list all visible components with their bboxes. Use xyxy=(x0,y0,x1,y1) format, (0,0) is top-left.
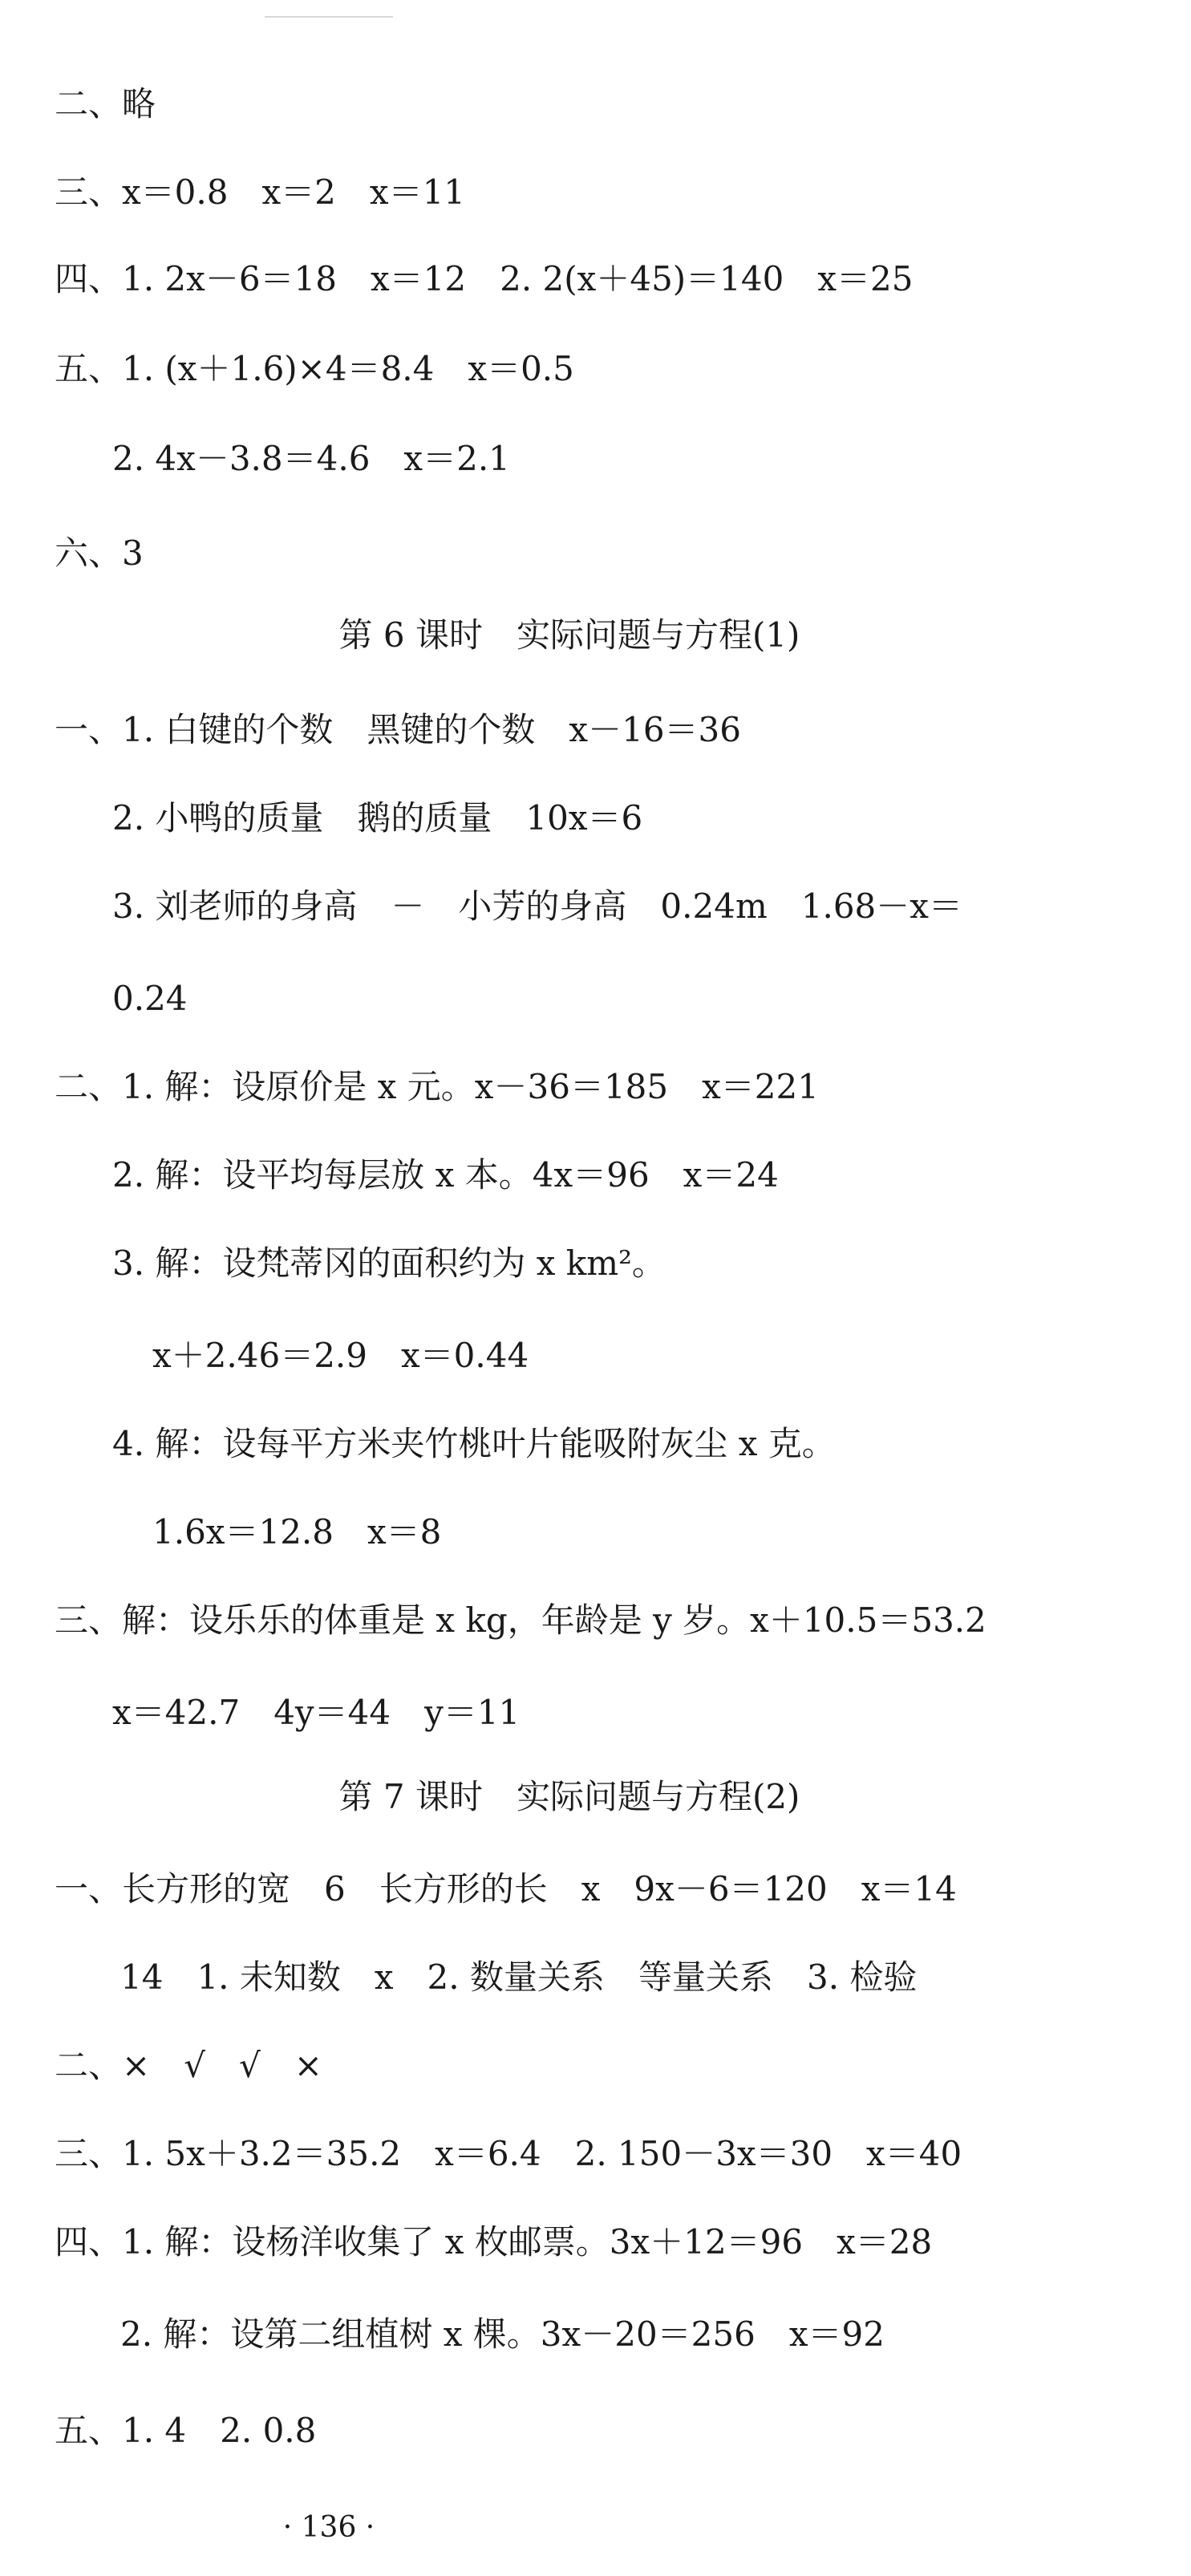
answer-line-4: 四、1. 2x－6＝18 x＝12 2. 2(x＋45)＝140 x＝25 xyxy=(55,259,914,298)
lesson6-part3-eq: x＝42.7 4y＝44 y＝11 xyxy=(112,1693,521,1732)
lesson6-part3: 三、解：设乐乐的体重是 x kg，年龄是 y 岁。x＋10.5＝53.2 xyxy=(55,1600,986,1640)
answer-line-5-2: 2. 4x－3.8＝4.6 x＝2.1 xyxy=(112,439,510,478)
lesson-7-heading: 第 7 课时 实际问题与方程(2) xyxy=(338,1777,800,1816)
lesson6-part2-q4: 4. 解：设每平方米夹竹桃叶片能吸附灰尘 x 克。 xyxy=(112,1424,836,1463)
lesson7-part1-cont: 14 1. 未知数 x 2. 数量关系 等量关系 3. 检验 xyxy=(120,1957,918,1997)
lesson6-part2-q2: 2. 解：设平均每层放 x 本。4x＝96 x＝24 xyxy=(112,1155,779,1195)
lesson6-part2-q1: 二、1. 解：设原价是 x 元。x－36＝185 x＝221 xyxy=(55,1067,819,1106)
answer-line-3: 三、x＝0.8 x＝2 x＝11 xyxy=(55,172,466,212)
lesson6-part2-q3: 3. 解：设梵蒂冈的面积约为 x km²。 xyxy=(112,1243,666,1283)
lesson6-part2-q4-eq: 1.6x＝12.8 x＝8 xyxy=(152,1512,442,1552)
lesson6-part1-q1: 一、1. 白键的个数 黑键的个数 x－16＝36 xyxy=(55,710,741,749)
answer-line-5-1: 五、1. (x＋1.6)×4＝8.4 x＝0.5 xyxy=(55,349,574,388)
lesson7-part4-q1: 四、1. 解：设杨洋收集了 x 枚邮票。3x＋12＝96 x＝28 xyxy=(55,2222,933,2262)
lesson6-part1-q3-cont: 0.24 xyxy=(112,979,188,1018)
lesson7-part5: 五、1. 4 2. 0.8 xyxy=(55,2411,317,2450)
lesson6-part1-q3: 3. 刘老师的身高 － 小芳的身高 0.24m 1.68－x＝ xyxy=(112,886,962,926)
answer-line-6: 六、3 xyxy=(55,533,144,573)
lesson6-part1-q2: 2. 小鸭的质量 鹅的质量 10x＝6 xyxy=(112,798,643,838)
lesson-6-heading: 第 6 课时 实际问题与方程(1) xyxy=(338,615,800,655)
lesson7-part3: 三、1. 5x＋3.2＝35.2 x＝6.4 2. 150－3x＝30 x＝40 xyxy=(55,2134,962,2173)
page-number: · 136 · xyxy=(282,2511,375,2544)
lesson6-part2-q3-eq: x＋2.46＝2.9 x＝0.44 xyxy=(152,1336,529,1375)
lesson7-part4-q2: 2. 解：设第二组植树 x 棵。3x－20＝256 x＝92 xyxy=(120,2314,885,2354)
lesson7-part1: 一、长方形的宽 6 长方形的长 x 9x－6＝120 x＝14 xyxy=(55,1869,957,1909)
lesson7-part2: 二、× √ √ × xyxy=(55,2046,322,2085)
top-scan-line xyxy=(265,16,393,18)
answer-line-2: 二、略 xyxy=(55,84,156,124)
